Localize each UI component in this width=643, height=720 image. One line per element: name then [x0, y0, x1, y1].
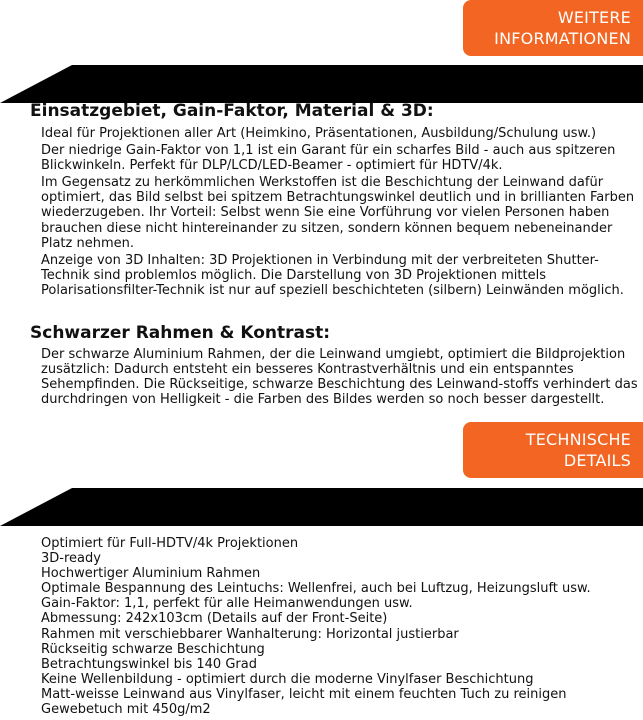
paragraph: Der schwarze Aluminium Rahmen, der die Leinwand umgiebt, optimiert die Bildprojektion zusätzlich: Dadurch entsteht ein besseres Kontrastverhältnis und ein entspanntes Sehempfinden. Die Rückseitige, schwarze Beschichtung des Leinwand-stoffs verhindert das durchdringen von Helligkeit - die Farben des Bildes werden so noch besser dargestellt.: [41, 347, 638, 408]
paragraph: Im Gegensatz zu herkömmlichen Werkstoffen ist die Beschichtung der Leinwand dafür optimiert, das Bild selbst bei spitzem Betrachtungswinkel deutlich und in brillianten Farben wiederzugeben. Ihr Vorteil: Selbst wenn Sie eine Vorführung vor vielen Personen haben brauchen diese nicht hintereinander zu sitzen, sondern können bequem nebeneinander Platz nehmen.: [41, 175, 635, 251]
section-heading-frame: Schwarzer Rahmen & Kontrast:: [30, 323, 331, 343]
list-item: Hochwertiger Aluminium Rahmen: [41, 566, 261, 582]
paragraph: Anzeige von 3D Inhalten: 3D Projektionen in Verbindung mit der verbreiteten Shutter-Technik sind problemlos möglich. Die Darstellung von 3D Projektionen mittels Polarisationsfilter-Technik ist nur auf speziell beschichteten (silbern) Leinwänden möglich.: [41, 252, 624, 298]
list-item: Optimale Bespannung des Leintuchs: Wellenfrei, auch bei Luftzug, Heizungsluft usw.: [41, 581, 591, 597]
list-item: Matt-weisse Leinwand aus Vinylfaser, leicht mit einem feuchten Tuch zu reinigen: [41, 686, 567, 702]
list-item: Keine Wellenbildung - optimiert durch die moderne Vinylfaser Beschichtung: [41, 671, 534, 687]
paragraph: Ideal für Projektionen aller Art (Heimkino, Präsentationen, Ausbildung/Schulung usw.): [41, 126, 597, 141]
tech-details-list: [41, 536, 639, 717]
list-item: Optimiert für Full-HDTV/4k Projektionen: [41, 536, 299, 551]
section-divider-band: [0, 65, 643, 103]
tech-details-tab-line-1: TECHNISCHE: [525, 430, 631, 449]
list-item: Rahmen mit verschiebbarer Wanhalterung: Horizontal justierbar: [41, 626, 459, 642]
paragraph: Der niedrige Gain-Faktor von 1,1 ist ein Garant für ein scharfes Bild - auch aus spitzeren Blickwinkeln. Perfekt für DLP/LCD/LED-Beamer - optimiert für HDTV/4k.: [41, 143, 616, 174]
list-item: Abmessung: 242x103cm (Details auf der Front-Seite): [41, 611, 388, 627]
list-item: Betrachtungswinkel bis 140 Grad: [41, 656, 257, 672]
list-item: Gewebetuch mit 450g/m2: [41, 702, 211, 718]
list-item: Rückseitig schwarze Beschichtung: [41, 641, 265, 657]
section-divider-band: [0, 488, 643, 526]
section-body-usage: [41, 126, 639, 300]
list-item: Gain-Faktor: 1,1, perfekt für alle Heimanwendungen usw.: [41, 596, 413, 612]
tech-details-tab[interactable]: [463, 422, 643, 478]
more-info-tab-line-1: WEITERE: [557, 8, 631, 27]
more-info-tab[interactable]: [463, 0, 643, 56]
section-body-frame: [41, 347, 639, 409]
more-info-tab-line-2: INFORMATIONEN: [494, 29, 631, 48]
list-item: 3D-ready: [41, 551, 101, 567]
section-heading-usage: Einsatzgebiet, Gain-Faktor, Material & 3D:: [30, 101, 434, 121]
tech-details-tab-line-2: DETAILS: [563, 451, 631, 470]
